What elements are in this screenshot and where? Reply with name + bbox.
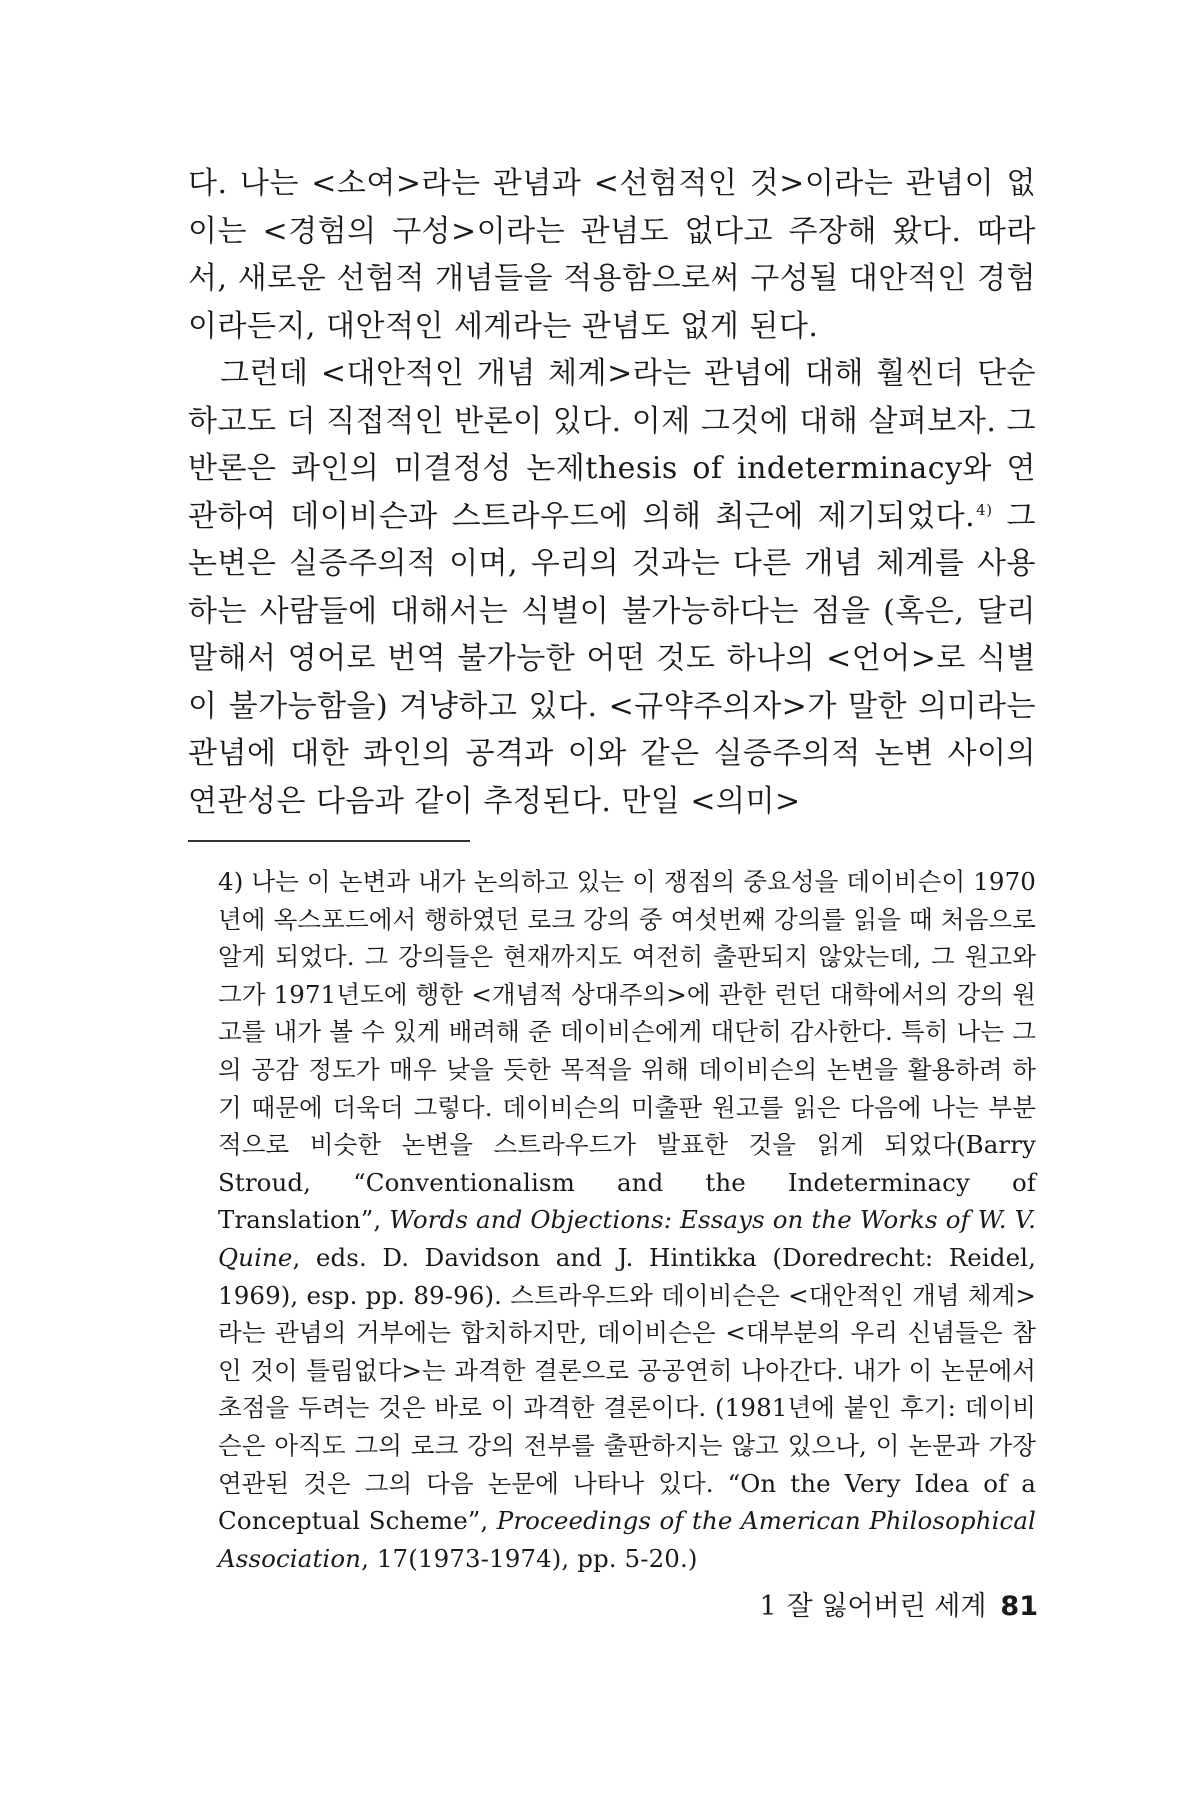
footnote-text [218, 863, 1036, 1577]
footnote-number: 4) [218, 867, 244, 896]
paragraph-2 [188, 350, 1036, 825]
footnote-divider [188, 840, 470, 842]
footnote-journal-title: Proceedings of the American Philosophical Association [218, 1506, 1036, 1573]
footnote-part-3: , 17(1973-1974), pp. 5-20.) [361, 1543, 698, 1573]
footnote-reference[interactable]: 4) [976, 500, 993, 519]
footnote-part-1: 나는 이 논변과 내가 논의하고 있는 이 쟁점의 중요성을 데이비슨이 1970년에 옥스포드에서 행하였던 로크 강의 중 여섯번째 강의를 읽을 때 처음으로 알게 되었다. 그 강의들은 현재까지도 여전히 출판되지 않았는데, 그 원고와 그가 1971년도에 행한 <개념적 상대주의>에 관한 런던 대학에서의 강의 원고를 내가 볼 수 있게 배려해 준 데이비슨에게 대단히 감사한다. 특히 나는 그의 공감 정도가 매우 낮을 듯한 목적을 위해 데이비슨의 논변을 활용하려 하기 때문에 더욱더 그렇다. 데이비슨의 미출판 원고를 읽은 다음에 나는 부분적으로 비슷한 논변을 스트라우드가 발표한 것을 읽게 되었다(Barry Stroud, “Conventionalism and the Indeterminacy of Translation”, [218, 867, 1036, 1235]
footnote-book-title: Words and Objections: Essays on the Works of W. V. Quine [218, 1205, 1036, 1272]
chapter-number: 1 [759, 1591, 777, 1622]
paragraph-2-start: 그런데 <대안적인 개념 체계>라는 관념에 대해 훨씬더 단순하고도 더 직접적인 반론이 있다. 이제 그것에 대해 살펴보자. 그 반론은 콰인의 미결정성 논제thesis of indeterminacy와 연관하여 데이비슨과 스트라우드에 의해 최근에 제기되었다. [188, 356, 1036, 534]
footnote-4 [218, 863, 1036, 1577]
paragraph-2-rest: 그 논변은 실증주의적 이며, 우리의 것과는 다른 개념 체계를 사용하는 사람들에 대해서는 식별이 불가능하다는 점을 (혹은, 달리 말해서 영어로 번역 불가능한 어떤 것도 하나의 <언어>로 식별이 불가능함을) 겨냥하고 있다. <규약주의자>가 말한 의미라는 관념에 대한 콰인의 공격과 이와 같은 실증주의적 논변 사이의 연관성은 다음과 같이 추정된다. 만일 <의미> [188, 498, 1036, 819]
chapter-title: 잘 잃어버린 세계 [786, 1591, 987, 1622]
footnote-part-2: , eds. D. Davidson and J. Hintikka (Doredrecht: Reidel, 1969), esp. pp. 89-96). 스트라우드와 데이비슨은 <대안적인 개념 체계>라는 관념의 거부에는 합치하지만, 데이비슨은 <대부분의 우리 신념들은 참인 것이 틀림없다>는 과격한 결론으로 공공연히 나아간다. 내가 이 논문에서 초점을 두려는 것은 바로 이 과격한 결론이다. (1981년에 붙인 후기: 데이비슨은 아직도 그의 로크 강의 전부를 출판하지는 않고 있으나, 이 논문과 가장 연관된 것은 그의 다음 논문에 나타나 있다. “On the Very Idea of a Conceptual Scheme”, [218, 1242, 1036, 1536]
main-text [188, 160, 1036, 825]
page-number: 81 [1000, 1591, 1038, 1622]
running-footer [738, 1590, 1038, 1624]
paragraph-1: 다. 나는 <소여>라는 관념과 <선험적인 것>이라는 관념이 없이는 <경험의 구성>이라는 관념도 없다고 주장해 왔다. 따라서, 새로운 선험적 개념들을 적용함으로써 구성될 대안적인 경험이라든지, 대안적인 세계라는 관념도 없게 된다. [188, 166, 1036, 344]
